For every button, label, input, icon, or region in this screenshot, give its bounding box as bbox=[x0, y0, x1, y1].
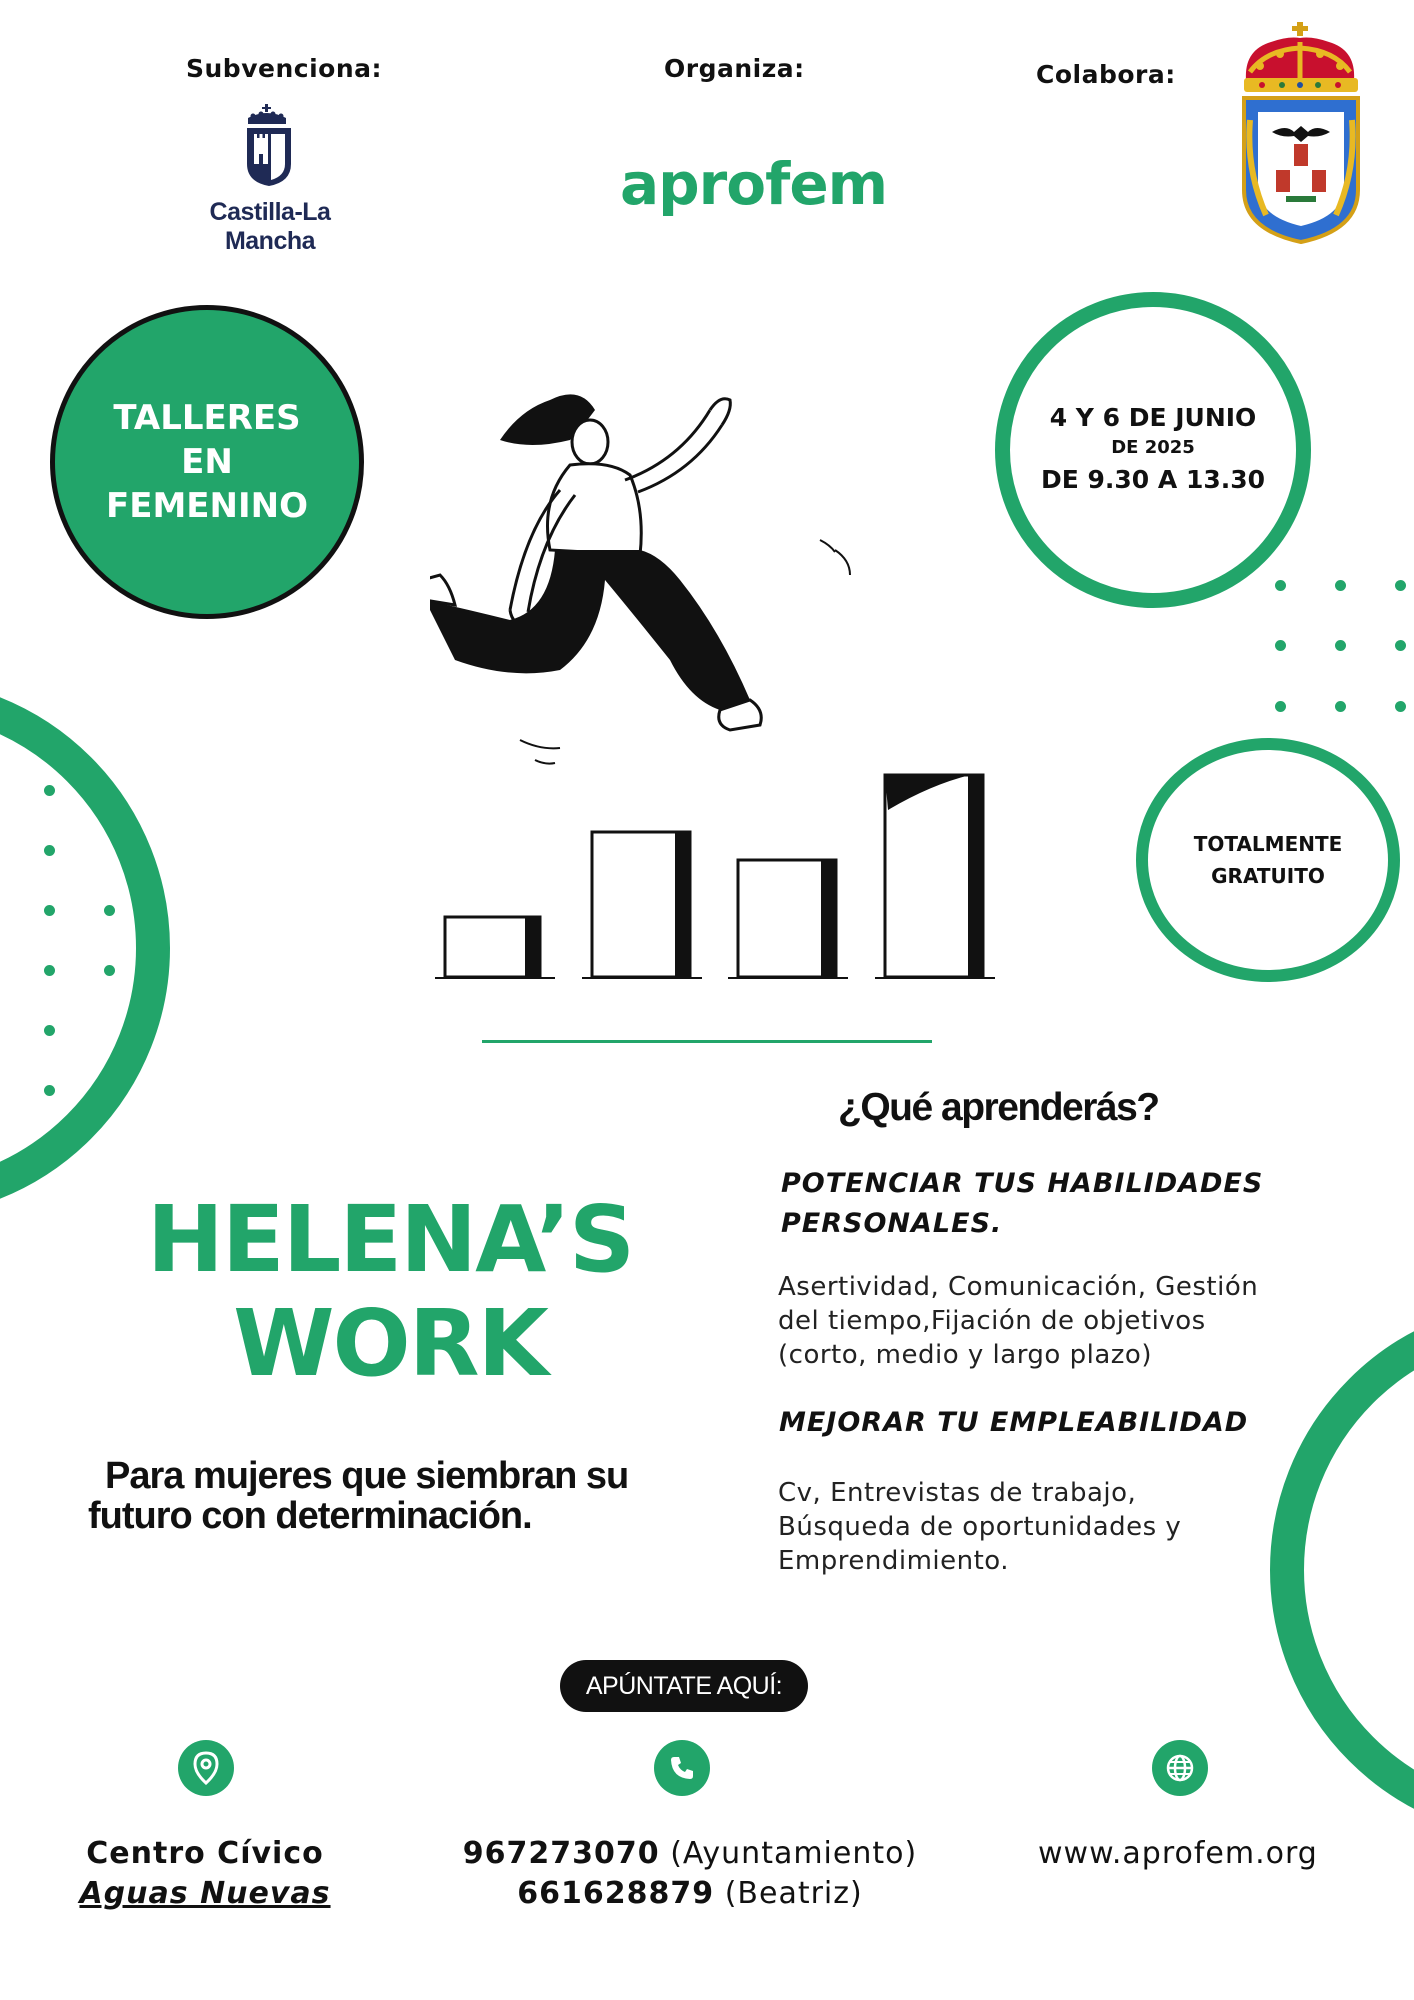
section1-text-line2: del tiempo,Fijación de objetivos bbox=[778, 1306, 1206, 1336]
globe-icon[interactable] bbox=[1152, 1740, 1208, 1796]
date-badge bbox=[995, 292, 1311, 608]
phone-icon[interactable] bbox=[654, 1740, 710, 1796]
subtitle-line2: futuro con determinación. bbox=[88, 1495, 532, 1537]
learn-section2-text bbox=[778, 1476, 1181, 1578]
jccm-logo-text: Castilla-La Mancha bbox=[209, 198, 331, 255]
aprofem-logo: aprofem bbox=[620, 150, 888, 218]
section1-text-line1: Asertividad, Comunicación, Gestión bbox=[778, 1272, 1259, 1302]
contact-phones bbox=[440, 1834, 940, 1914]
phone2-label: (Beatriz) bbox=[724, 1876, 863, 1911]
free-line1: TOTALMENTE bbox=[1193, 832, 1343, 856]
jccm-logo bbox=[160, 100, 380, 255]
section2-text-line1: Cv, Entrevistas de trabajo, bbox=[778, 1478, 1137, 1508]
dot-column-left bbox=[40, 785, 120, 1105]
location-line2: Aguas Nuevas bbox=[79, 1876, 331, 1911]
date-line3: DE 9.30 A 13.30 bbox=[1040, 465, 1266, 494]
talleres-line3: FEMENINO bbox=[106, 486, 308, 526]
title-line1: HELENA’S bbox=[146, 1186, 634, 1293]
learn-section1-text bbox=[778, 1270, 1258, 1372]
colabora-label: Colabora: bbox=[1036, 60, 1176, 89]
divider bbox=[482, 1040, 932, 1043]
date-line2: DE 2025 bbox=[1111, 437, 1195, 458]
phone2-number[interactable]: 661628879 bbox=[517, 1876, 715, 1911]
hero-illustration bbox=[430, 380, 1010, 980]
talleres-line2: EN bbox=[181, 442, 233, 482]
talleres-line1: TALLERES bbox=[113, 398, 301, 438]
learn-section2-title: MEJORAR TU EMPLEABILIDAD bbox=[779, 1407, 1249, 1438]
location-pin-icon bbox=[178, 1740, 234, 1796]
section2-text-line3: Emprendimiento. bbox=[778, 1546, 1010, 1576]
organiza-label: Organiza: bbox=[664, 54, 805, 83]
crest-icon bbox=[1236, 20, 1366, 248]
subvenciona-label: Subvenciona: bbox=[186, 54, 382, 83]
phone2[interactable] bbox=[440, 1874, 940, 1914]
section1-text-line3: (corto, medio y largo plazo) bbox=[778, 1340, 1152, 1370]
dot-grid-right bbox=[1270, 580, 1410, 720]
jccm-shield-icon bbox=[160, 100, 380, 200]
free-badge bbox=[1136, 738, 1400, 982]
contact-location bbox=[60, 1834, 350, 1914]
phone1[interactable] bbox=[440, 1834, 940, 1874]
phone1-label: (Ayuntamiento) bbox=[670, 1836, 918, 1871]
phone1-number[interactable]: 967273070 bbox=[462, 1836, 660, 1871]
talleres-badge bbox=[50, 305, 364, 619]
free-line2: GRATUITO bbox=[1211, 864, 1325, 888]
decorative-arc-right bbox=[1270, 1300, 1414, 1840]
website-link[interactable]: www.aprofem.org bbox=[1038, 1836, 1318, 1871]
event-subtitle bbox=[88, 1456, 708, 1536]
municipal-crest bbox=[1236, 20, 1366, 248]
subtitle-line1: Para mujeres que siembran su bbox=[105, 1455, 629, 1497]
date-line1: 4 Y 6 DE JUNIO bbox=[1049, 403, 1257, 432]
event-title bbox=[120, 1188, 660, 1396]
title-line2: WORK bbox=[233, 1290, 547, 1397]
section1-title-line2: PERSONALES. bbox=[781, 1208, 1003, 1239]
section2-text-line2: Búsqueda de oportunidades y bbox=[778, 1512, 1182, 1542]
location-line1: Centro Cívico bbox=[86, 1836, 324, 1871]
learn-section1-title bbox=[781, 1164, 1263, 1244]
section1-title-line1: POTENCIAR TUS HABILIDADES bbox=[781, 1168, 1264, 1199]
signup-button[interactable]: APÚNTATE AQUÍ: bbox=[560, 1660, 808, 1712]
learn-heading: ¿Qué aprenderás? bbox=[838, 1086, 1159, 1129]
